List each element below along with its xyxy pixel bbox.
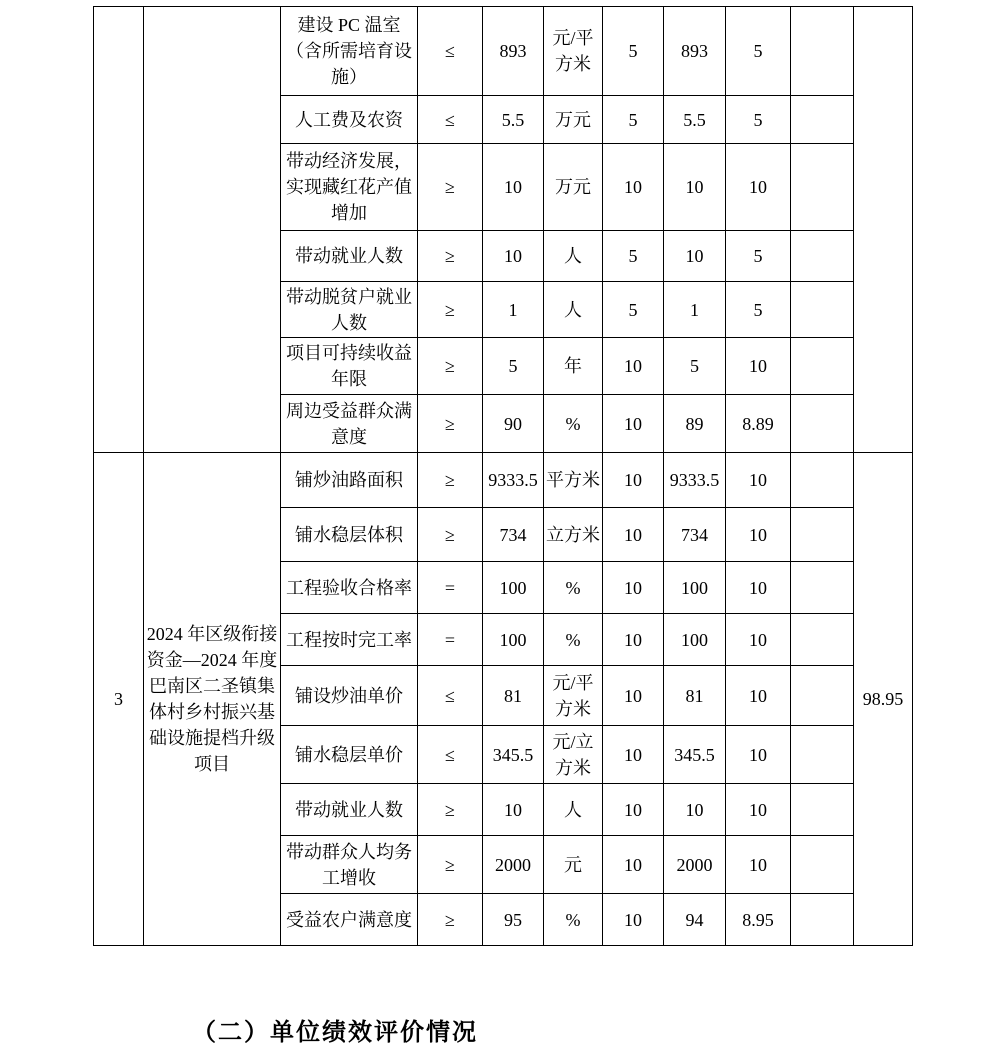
score-cell: 10 (726, 508, 791, 562)
extra-cell (791, 144, 854, 231)
target-value-cell: 95 (483, 894, 544, 946)
extra-cell (791, 96, 854, 144)
target-value-cell: 100 (483, 562, 544, 614)
unit-cell: 立方米 (544, 508, 603, 562)
weight-cell: 5 (603, 282, 664, 338)
unit-cell: % (544, 614, 603, 666)
target-value-cell: 5 (483, 338, 544, 395)
target-value-cell: 734 (483, 508, 544, 562)
actual-value-cell: 5 (664, 338, 726, 395)
extra-cell (791, 726, 854, 784)
target-value-cell: 2000 (483, 836, 544, 894)
indicator-cell: 建设 PC 温室（含所需培育设施） (281, 7, 418, 96)
unit-cell: 元/平方米 (544, 666, 603, 726)
score-cell: 10 (726, 726, 791, 784)
indicator-cell: 周边受益群众满意度 (281, 395, 418, 453)
section-heading: （二）单位绩效评价情况 (192, 1020, 478, 1046)
operator-cell: ≥ (418, 453, 483, 508)
weight-cell: 10 (603, 453, 664, 508)
target-value-cell: 9333.5 (483, 453, 544, 508)
target-value-cell: 81 (483, 666, 544, 726)
score-cell: 10 (726, 144, 791, 231)
extra-cell (791, 836, 854, 894)
target-value-cell: 100 (483, 614, 544, 666)
indicator-cell: 受益农户满意度 (281, 894, 418, 946)
indicator-cell: 带动就业人数 (281, 784, 418, 836)
score-cell: 5 (726, 7, 791, 96)
weight-cell: 10 (603, 508, 664, 562)
extra-cell (791, 282, 854, 338)
actual-value-cell: 89 (664, 395, 726, 453)
actual-value-cell: 10 (664, 231, 726, 282)
score-cell: 10 (726, 836, 791, 894)
score-cell: 8.95 (726, 894, 791, 946)
row-number-cell (94, 7, 144, 453)
unit-cell: % (544, 894, 603, 946)
actual-value-cell: 5.5 (664, 96, 726, 144)
extra-cell (791, 614, 854, 666)
operator-cell: = (418, 614, 483, 666)
target-value-cell: 10 (483, 231, 544, 282)
unit-cell: 万元 (544, 144, 603, 231)
actual-value-cell: 100 (664, 562, 726, 614)
indicator-cell: 人工费及农资 (281, 96, 418, 144)
actual-value-cell: 734 (664, 508, 726, 562)
score-cell: 10 (726, 666, 791, 726)
weight-cell: 10 (603, 666, 664, 726)
project-name-cell: 2024 年区级衔接资金—2024 年度巴南区二圣镇集体村乡村振兴基础设施提档升级项目 (144, 453, 281, 946)
score-cell: 10 (726, 338, 791, 395)
weight-cell: 10 (603, 784, 664, 836)
actual-value-cell: 1 (664, 282, 726, 338)
actual-value-cell: 2000 (664, 836, 726, 894)
indicator-cell: 带动脱贫户就业人数 (281, 282, 418, 338)
indicator-cell: 铺水稳层单价 (281, 726, 418, 784)
score-cell: 10 (726, 614, 791, 666)
extra-cell (791, 338, 854, 395)
indicator-cell: 项目可持续收益年限 (281, 338, 418, 395)
unit-cell: % (544, 562, 603, 614)
extra-cell (791, 894, 854, 946)
actual-value-cell: 94 (664, 894, 726, 946)
extra-cell (791, 453, 854, 508)
actual-value-cell: 345.5 (664, 726, 726, 784)
target-value-cell: 1 (483, 282, 544, 338)
indicator-cell: 工程验收合格率 (281, 562, 418, 614)
indicator-cell: 铺炒油路面积 (281, 453, 418, 508)
unit-cell: 人 (544, 784, 603, 836)
total-score-cell: 98.95 (854, 453, 913, 946)
actual-value-cell: 81 (664, 666, 726, 726)
extra-cell (791, 666, 854, 726)
unit-cell: 元/平方米 (544, 7, 603, 96)
operator-cell: ≥ (418, 894, 483, 946)
unit-cell: 人 (544, 282, 603, 338)
operator-cell: = (418, 562, 483, 614)
score-cell: 8.89 (726, 395, 791, 453)
weight-cell: 5 (603, 231, 664, 282)
project-name-cell (144, 7, 281, 453)
score-cell: 10 (726, 562, 791, 614)
actual-value-cell: 9333.5 (664, 453, 726, 508)
target-value-cell: 345.5 (483, 726, 544, 784)
score-cell: 10 (726, 453, 791, 508)
extra-cell (791, 508, 854, 562)
operator-cell: ≥ (418, 144, 483, 231)
actual-value-cell: 100 (664, 614, 726, 666)
unit-cell: 平方米 (544, 453, 603, 508)
weight-cell: 10 (603, 144, 664, 231)
weight-cell: 5 (603, 96, 664, 144)
extra-cell (791, 231, 854, 282)
indicator-cell: 工程按时完工率 (281, 614, 418, 666)
target-value-cell: 5.5 (483, 96, 544, 144)
weight-cell: 10 (603, 894, 664, 946)
operator-cell: ≥ (418, 395, 483, 453)
unit-cell: 人 (544, 231, 603, 282)
indicator-cell: 带动经济发展，实现藏红花产值增加 (281, 144, 418, 231)
indicator-cell: 铺设炒油单价 (281, 666, 418, 726)
score-cell: 5 (726, 231, 791, 282)
score-cell: 5 (726, 96, 791, 144)
table-row (94, 7, 913, 96)
target-value-cell: 893 (483, 7, 544, 96)
weight-cell: 10 (603, 836, 664, 894)
performance-indicator-table (93, 6, 913, 946)
extra-cell (791, 395, 854, 453)
unit-cell: 元 (544, 836, 603, 894)
operator-cell: ≥ (418, 508, 483, 562)
weight-cell: 10 (603, 726, 664, 784)
extra-cell (791, 562, 854, 614)
operator-cell: ≥ (418, 282, 483, 338)
weight-cell: 10 (603, 395, 664, 453)
indicator-cell: 带动就业人数 (281, 231, 418, 282)
target-value-cell: 10 (483, 144, 544, 231)
actual-value-cell: 10 (664, 784, 726, 836)
unit-cell: 元/立方米 (544, 726, 603, 784)
operator-cell: ≤ (418, 7, 483, 96)
weight-cell: 10 (603, 338, 664, 395)
table-row (94, 453, 913, 508)
unit-cell: % (544, 395, 603, 453)
score-cell: 5 (726, 282, 791, 338)
extra-cell (791, 7, 854, 96)
operator-cell: ≤ (418, 726, 483, 784)
operator-cell: ≥ (418, 338, 483, 395)
operator-cell: ≥ (418, 836, 483, 894)
target-value-cell: 90 (483, 395, 544, 453)
total-score-cell (854, 7, 913, 453)
target-value-cell: 10 (483, 784, 544, 836)
weight-cell: 10 (603, 562, 664, 614)
actual-value-cell: 893 (664, 7, 726, 96)
indicator-cell: 铺水稳层体积 (281, 508, 418, 562)
row-number-cell: 3 (94, 453, 144, 946)
operator-cell: ≤ (418, 666, 483, 726)
unit-cell: 万元 (544, 96, 603, 144)
actual-value-cell: 10 (664, 144, 726, 231)
operator-cell: ≤ (418, 96, 483, 144)
unit-cell: 年 (544, 338, 603, 395)
score-cell: 10 (726, 784, 791, 836)
operator-cell: ≥ (418, 784, 483, 836)
extra-cell (791, 784, 854, 836)
operator-cell: ≥ (418, 231, 483, 282)
weight-cell: 5 (603, 7, 664, 96)
indicator-cell: 带动群众人均务工增收 (281, 836, 418, 894)
weight-cell: 10 (603, 614, 664, 666)
